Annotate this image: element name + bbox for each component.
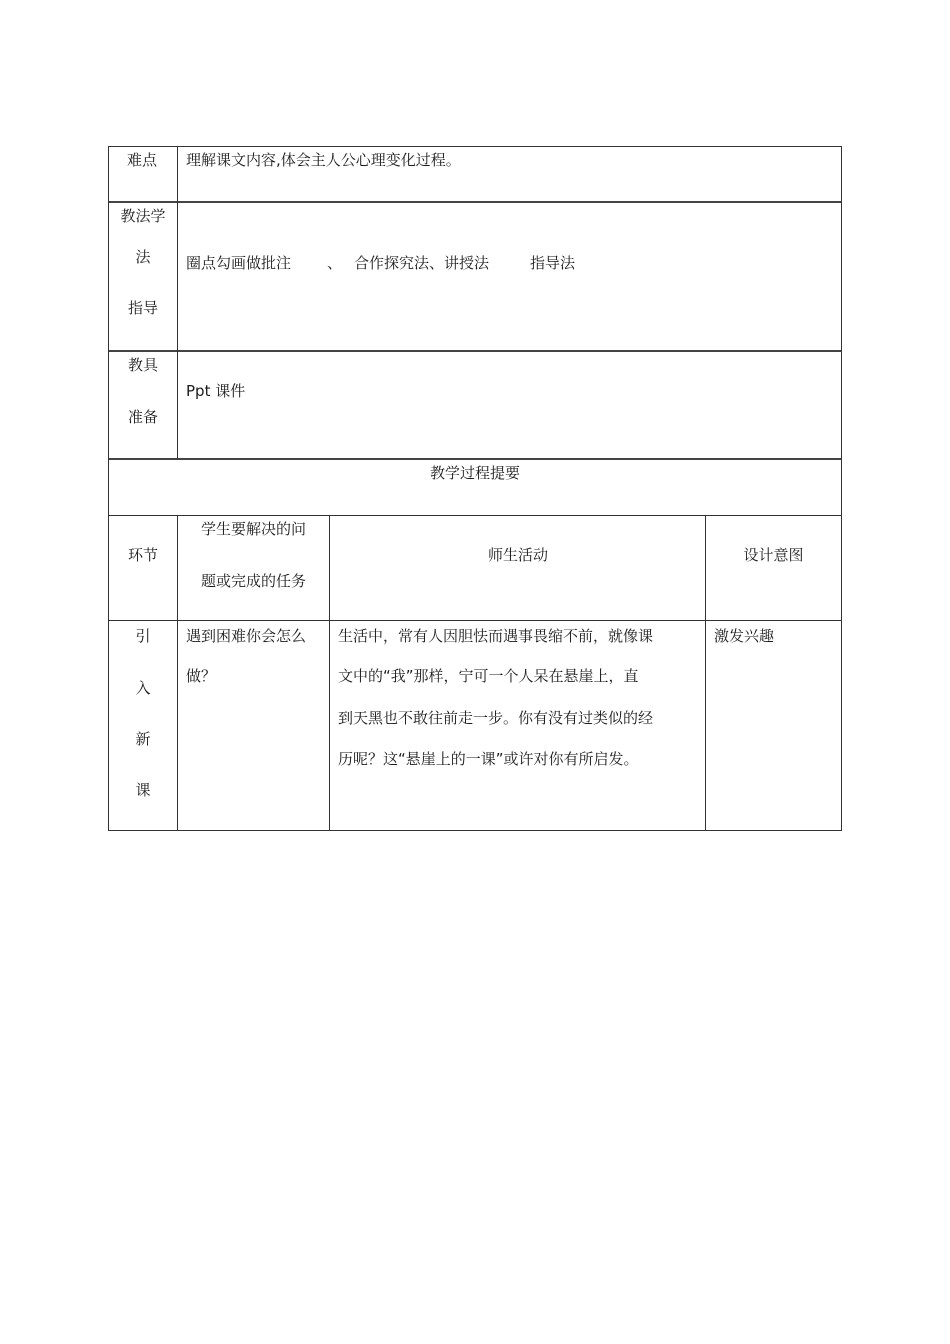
methods-label-line-1: 教法学 (120, 207, 166, 225)
stage-line-4: 课 (135, 781, 151, 799)
task-line-1: 遇到困难你会怎么 (186, 627, 307, 645)
table-top-border (108, 146, 842, 147)
header-stage: 环节 (127, 546, 158, 564)
difficulty-content: 理解课文内容,体会主人公心理变化过程。 (186, 151, 461, 169)
methods-item-1: 圈点勾画做批注 (186, 254, 292, 272)
methods-item-3: 指导法 (530, 254, 576, 272)
intent-text: 激发兴趣 (714, 627, 775, 645)
tools-label-line-2: 准备 (127, 408, 158, 426)
difficulty-label: 难点 (127, 151, 158, 169)
row-divider-5 (108, 620, 842, 621)
header-intent: 设计意图 (743, 546, 804, 564)
row-divider-2 (108, 350, 842, 352)
header-task-line-2: 题或完成的任务 (200, 572, 306, 590)
methods-label-line-3: 指导 (127, 299, 158, 317)
activity-line-2: 文中的“我”那样，宁可一个人呆在悬崖上，直 (338, 667, 639, 685)
tools-content: Ppt 课件 (186, 382, 246, 400)
process-title: 教学过程提要 (429, 464, 520, 482)
stage-line-3: 新 (135, 730, 151, 748)
activity-line-1: 生活中，常有人因胆怯而遇事畏缩不前，就像课 (338, 627, 654, 645)
row-divider-4 (108, 515, 842, 516)
table-right-border (841, 146, 842, 831)
activity-line-3: 到天黑也不敢往前走一步。你有没有过类似的经 (338, 709, 654, 727)
row-divider-1 (108, 201, 842, 203)
task-line-2: 做？ (186, 667, 217, 685)
header-task-line-1: 学生要解决的问 (200, 520, 306, 538)
stage-line-2: 入 (135, 679, 151, 697)
table-bottom-border (108, 830, 842, 831)
tools-label-line-1: 教具 (127, 356, 158, 374)
activity-line-4: 历呢？这“悬崖上的一课”或许对你有所启发。 (338, 750, 639, 768)
methods-label-line-2: 法 (135, 248, 151, 266)
stage-line-1: 引 (135, 627, 151, 645)
methods-item-separator: 、 (327, 254, 343, 272)
header-activity: 师生活动 (487, 546, 548, 564)
methods-item-2: 合作探究法、讲授法 (354, 254, 490, 272)
row-divider-3 (108, 458, 842, 460)
